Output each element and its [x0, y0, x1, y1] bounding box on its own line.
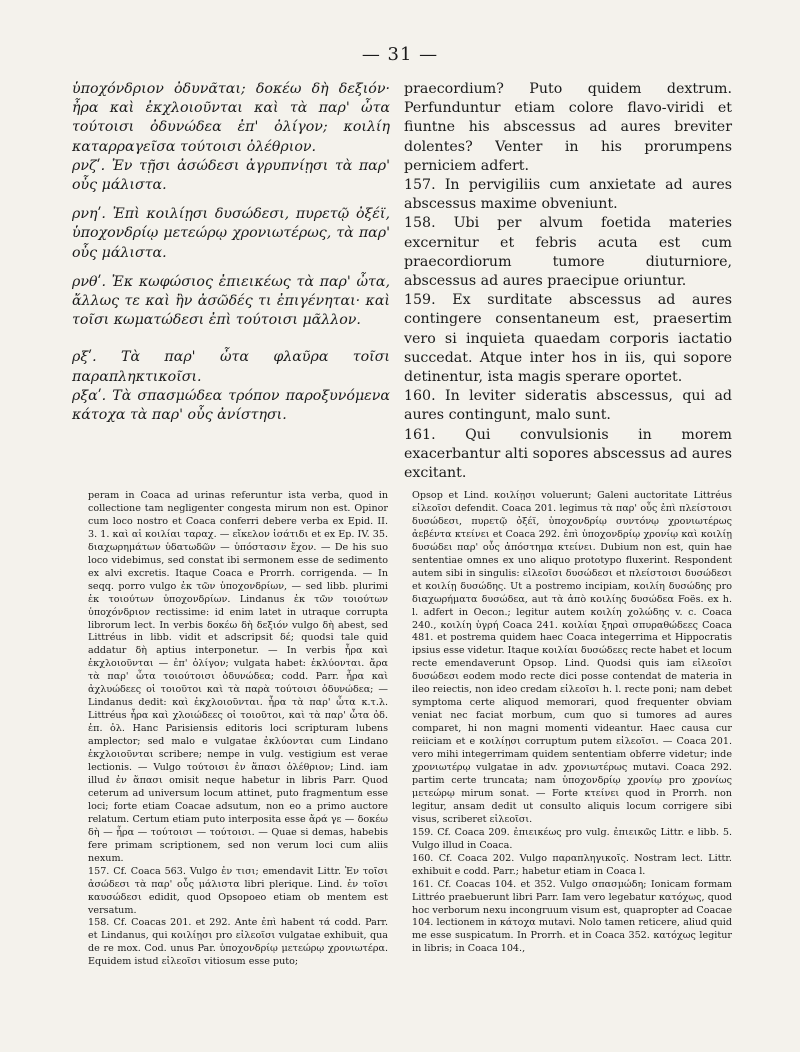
- latin-paragraph: 161. Qui convulsionis in morem exacerbantur alti sopores abscessus ad aures excitant.: [404, 426, 732, 482]
- footnote-paragraph: 157. Cf. Coaca 563. Vulgo ἐν τισι; emendavit Littr. Ἐν τοῖσι ἀσώδεσι τὰ παρ' οὖς μάλιστα libri plerique. Lind. ἐν τοῖσι καυσώδεσι edidit, quod Opsopoeo etiam ob mentem est versatum.: [88, 865, 388, 916]
- footnote-paragraph: 159. Cf. Coaca 209. ἐπιεικέως pro vulg. ἐπιεικῶς Littr. e libb. 5. Vulgo illud in Coaca.: [412, 826, 732, 851]
- greek-paragraph: ρξʹ. Τὰ παρ' ὦτα φλαῦρα τοῖσι παραπληκτικοῖσι.: [72, 349, 390, 385]
- greek-paragraph: ρξαʹ. Τὰ σπασμώδεα τρόπον παροξυνόμενα κάτοχα τὰ παρ' οὖς ἀνίστησι.: [72, 387, 390, 424]
- greek-paragraph: ρνθʹ. Ἐκ κωφώσιος ἐπιεικέως τὰ παρ' ὦτα, ἄλλως τε καὶ ἢν ἀσῶδές τι ἐπιγένηται· καὶ τοῖσι κωματώδεσι ἐπὶ τούτοισι μᾶλλον.: [72, 273, 390, 329]
- footnote-paragraph: peram in Coaca ad urinas referuntur ista verba, quod in collectione tam negligenter congesta mirum non est. Opinor cum loco nostro et Coaca conferri debere verba ex Epid. II. 3. 1. καὶ αἱ κοιλίαι ταραχ. — εἴκελον ἰσάτιδι et ex Ep. IV. 35. διαχωρημάτων ὑδατωδῶν — ὑπόστασιν ἔχον. — De his suo loco videbimus, sed constat ibi sermonem esse de sedimento ex alvi excretis. Itaque Coaca e Prorrh. corrigenda. — In seqq. porro vulgo ἐκ τῶν ὑποχονδρίων, — sed libb. plurimi ἐκ τοιούτων ὑποχονδρίων. Lindanus ἐκ τῶν τοιούτων ὑποχόνδριον rectissime: id enim latet in utraque corrupta librorum lect. In verbis δοκέω δὴ δεξιόν vulgo δὴ abest, sed Littréus in libb. vidit et adscripsit δέ; quodsi tale quid addatur δὴ aptius interponetur. — In verbis ἦρα καὶ ἐκχλοιοῦνται — ἐπ' ὀλίγον; vulgata habet: ἐκλύονται. ἄρα τὰ παρ' ὦτα τοιούτοισι ὀδυνώδεα; codd. Parr. ἦρα καὶ ἀχλυώδεες οἱ τοιοῦτοι καὶ τὰ παρὰ τούτοισι ὀδυνώδεα; — Lindanus dedit: καὶ ἐκχλοιοῦνται. ἦρα τὰ παρ' ὦτα κ.τ.λ. Littréus ἦρα καὶ χλοιώδεες οἱ τοιοῦτοι, καὶ τὰ παρ' ὦτα ὀδ. ἐπ. ὀλ. Hanc Parisiensis editoris loci scripturam lubens amplector; sed malo e vulgatae ἐκλύονται cum Lindano ἐκχλοιοῦνται scribere; nempe in vulg. vestigium est verae lectionis. — Vulgo τούτοισι ἐν ἅπασι ὀλέθριον; Lind. iam illud ἐν ἅπασι omisit neque habetur in libris Parr. Quod ceterum ad universum locum attinet, puto fragmentum esse loci; forte etiam Coacae adsutum, non eo a primo auctore relatum. Certum etiam puto interposita esse ἄρά γε — δοκέω δὴ — ἦρα — τούτοισι — τούτοισι. — Quae si demas, habebis fere primam scriptionem, sed non verum loci cum aliis nexum.: [88, 490, 388, 864]
- greek-paragraph: ρνζʹ. Ἐν τῇσι ἀσώδεσι ἀγρυπνίῃσι τὰ παρ' οὖς μάλιστα.: [72, 157, 390, 194]
- latin-paragraph: 160. In leviter sideratis abscessus, qui ad aures contingunt, malo sunt.: [404, 388, 732, 424]
- footnotes-right-column: [412, 490, 732, 956]
- footnote-paragraph: 161. Cf. Coacas 104. et 352. Vulgo σπασμώδη; Ionicam formam Littréo praebuerunt libri Parr. Iam vero legebatur κατόχως, quod hoc verborum nexu incongruum visum est, quapropter ad Coacae 104. lectionem in κάτοχα mutavi. Nolo tamen reticere, aliud quid me esse suspicatum. In Prorrh. et in Coaca 352. κατόχως legitur in libris; in Coaca 104.,: [412, 878, 732, 955]
- latin-paragraph: 159. Ex surditate abscessus ad aures contingere consentaneum est, praesertim vero si inquieta quaedam corporis iactatio succedat. Atque inter hos in iis, qui sopore detinentur, ista magis sperare oportet.: [404, 292, 732, 386]
- greek-paragraph: ὑποχόνδριον ὀδυνᾶται; δοκέω δὴ δεξιόν· ἦρα καὶ ἐκχλοιοῦνται καὶ τὰ παρ' ὦτα τούτοισι ὀδυνώδεα ἐπ' ὀλίγον; κοιλίη καταρραγεῖσα τούτοισι ὀλέθριον.: [72, 81, 390, 155]
- latin-paragraph: 157. In pervigiliis cum anxietate ad aures abscessus maxime obveniunt.: [404, 177, 732, 213]
- footnote-paragraph: 160. Cf. Coaca 202. Vulgo παραπληγικοῖς. Nostram lect. Littr. exhibuit e codd. Parr.; habetur etiam in Coaca l.: [412, 852, 732, 877]
- footnote-paragraph: Opsop et Lind. κοιλίῃσι voluerunt; Galeni auctoritate Littréus εἰλεοῖσι defendit. Coaca 201. legimus τὰ παρ' οὖς ἐπὶ πλείστοισι δυσώδεσι, πυρετῷ ὀξέϊ, ὑποχονδρίῳ συντόνῳ χρονιωτέρως ἀεβέντα κτείνει et Coaca 292. ἐπὶ ὑποχονδρίῳ χρονίῳ καὶ κοιλίῃ δυσώδει παρ' οὖς ἀπόστημα κτείνει. Dubium non est, quin hae sententiae omnes ex uno aliquo prototypo fluxerint. Respondent autem sibi in singulis: εἰλεοῖσι δυσώδεσι et πλείστοισι δυσώδεσι et κοιλίῃ δυσώδης. Ut a postremo incipiam, κοιλίη δυσώδης pro διαχωρήματα δυσώδεα, aut τὰ ἀπὸ κοιλίης δυσώδεα Foës. ex h. l. adfert in Oecon.; legitur autem κοιλίη χολώδης v. c. Coaca 240., κοιλίη ὑγρή Coaca 241. κοιλίαι ξηραὶ σπυραθώδεες Coaca 481. et postrema quidem haec Coaca integerrima et Hippocratis ipsius esse videtur. Itaque κοιλίαι δυσώδεες recte habet et locum recte emendaverunt Opsop. Lind. Quodsi quis iam εἰλεοῖσι δυσώδεσι eodem modo recte dici posse contendat de materia in ileo reiectis, non ideo credam εἰλεοῖσι h. l. recte poni; nam debet symptoma certe aliquod memorari, quod frequenter obviam veniat nec faciat morbum, cum quo si tumores ad aures comparet, hi non magni momenti videantur. Haec causa cur reiiciam et e κοιλίῃσι corruptum putem εἰλεοῖσι. — Coaca 201. vero mihi integerrimam quidem sententiam obferre videtur; inde χρονιωτέρῳ vulgatae in adv. χρονιωτέρως mutavi. Coaca 292. partim certe truncata; nam ὑποχονδρίῳ χρονίῳ pro χρονίως μετεώρῳ mirum sonat. — Forte κτείνει quod in Prorrh. non legitur, ansam dedit ut consulto aliquis locum corrigere sibi visus, scriberet εἰλεοῖσι.: [412, 490, 732, 825]
- footnote-paragraph: 158. Cf. Coacas 201. et 292. Ante ἐπὶ habent τά codd. Parr. et Lindanus, qui κοιλίῃσι pro εἰλεοῖσι vulgatae exhibuit, qua de re mox. Cod. unus Par. ὑποχονδρίῳ μετεώρῳ χρονιωτέρα. Equidem istud εἰλεοῖσι vitiosum esse puto;: [88, 917, 388, 968]
- page-number: — 31 —: [361, 44, 439, 65]
- latin-paragraph: 158. Ubi per alvum foetida materies excernitur et febris acuta est cum praecordiorum tumore diuturniore, abscessus ad aures praecipue oriuntur.: [404, 215, 732, 290]
- greek-paragraph: ρνηʹ. Ἐπὶ κοιλίῃσι δυσώδεσι, πυρετῷ ὀξέϊ, ὑποχονδρίῳ μετεώρῳ χρονιωτέρως, τὰ παρ' οὖς μάλιστα.: [72, 206, 390, 261]
- footnotes-left-column: [88, 490, 388, 969]
- greek-text-column: [72, 80, 390, 425]
- latin-paragraph: praecordium? Puto quidem dextrum. Perfunduntur etiam colore flavo-viridi et fiuntne his abscessus ad aures breviter dolentes? Venter in his prorumpens perniciem adfert.: [404, 81, 732, 174]
- latin-translation-column: [404, 80, 732, 483]
